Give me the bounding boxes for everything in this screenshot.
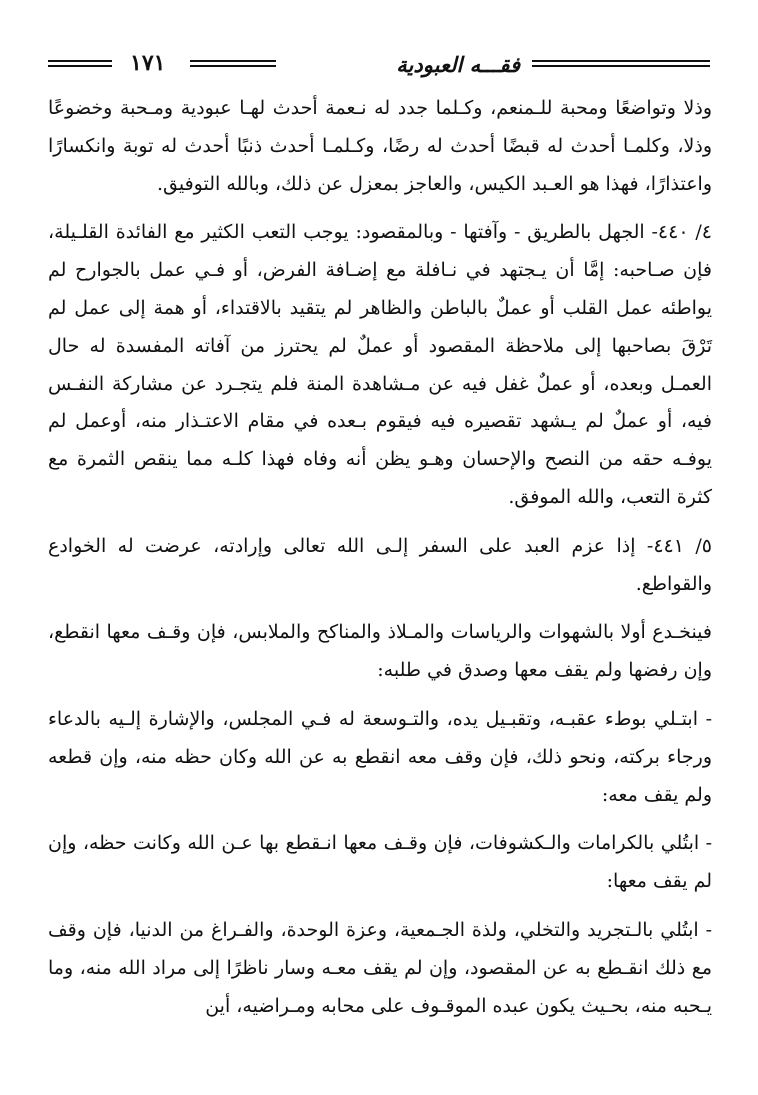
paragraph-deceptions: فينخـدع أولا بالشهوات والرياسات والمـلاذ والمناكح والملابس، فإن وقـف معها انقطع، وإن رفضها ولم يقف معها وصدق في طلبه: (48, 621, 712, 682)
header-rule-right (532, 60, 710, 67)
paragraph-trial-2: - ابتُلي بالكرامات والـكشوفات، فإن وقـف معها انـقطع بها عـن الله وكانت حظه، وإن لم يقف معها: (48, 832, 712, 893)
running-title: فقـــه العبودية (396, 52, 520, 77)
paragraph-continuation: وذلا وتواضعًا ومحبة للـمنعم، وكـلما جدد له نـعمة أحدث لهـا عبودية ومـحبة وخضوعًا وذلا، وكلمـا أحدث له قبضًا أحدث له رضًا، وكـلمـا أحدث ذنبًا أحدث له توبة وانكسارًا واعتذارًا، فهذا هو العـبد الكيس، والعاجز بمعزل عن ذلك، وبالله التوفيق. (48, 97, 712, 195)
paragraph-trial-3: - ابتُلي بالـتجريد والتخلي، ولذة الجـمعية، وعزة الوحدة، والفـراغ من الدنيا، فإن وقف مع ذلك انقـطع به عن المقصود، وإن لم يقف معـه وسار ناظرًا إلى مراد الله منه، وما يـحبه منه، بحـيث يكون عبده الموقـوف على محابه ومـراضيه، أين (48, 918, 712, 1017)
page-header (48, 50, 710, 86)
page-body (48, 90, 712, 1025)
header-rule-left (48, 60, 112, 67)
page-number: ١٧١ (130, 50, 166, 76)
header-rule-middle (190, 60, 276, 67)
paragraph-440: ٤/ ٤٤٠- الجهل بالطريق - وآفتها - وبالمقصود: يوجب التعب الكثير مع الفائدة القلـيلة، فإن صـاحبه: إمَّا أن يـجتهد في نـافلة مع إضـافة الفرض، أو فـي عمل بالجوارح لم يواطئه عمل القلب أو عملٌ بالباطن والظاهر لم يتقيد بالاقتداء، أو همة إلى عمل لم تَرْقَ بصاحبها إلى ملاحظة المقصود أو عملٌ لم يحترز من آفاته المفسدة له حال العمـل وبعده، أو عملٌ غفل فيه عن مـشاهدة المنة فلم يتجـرد عن مشاركة النفـس فيه، أو عملٌ لم يـشهد تقصيره فيه فيقوم بـعده في مقام الاعتـذار منه، أوعمل لم يوفـه حقه من النصح والإحسان وهـو يظن أنه وفاه فهذا كلـه مما ينقص الثمرة مع كثرة التعب، والله الموفق. (48, 221, 712, 508)
paragraph-trial-1: - ابتـلي بوطء عقبـه، وتقبـيل يده، والتـوسعة له فـي المجلس، والإشارة إلـيه بالدعاء ورجاء بركته، ونحو ذلك، فإن وقف معه انقطع به عن الله وكان حظه منه، وإن قطعه ولم يقف معه: (48, 707, 712, 806)
paragraph-441: ٥/ ٤٤١- إذا عزم العبد على السفر إلـى الله تعالى وإرادته، عرضت له الخوادع والقواطع. (48, 534, 712, 595)
